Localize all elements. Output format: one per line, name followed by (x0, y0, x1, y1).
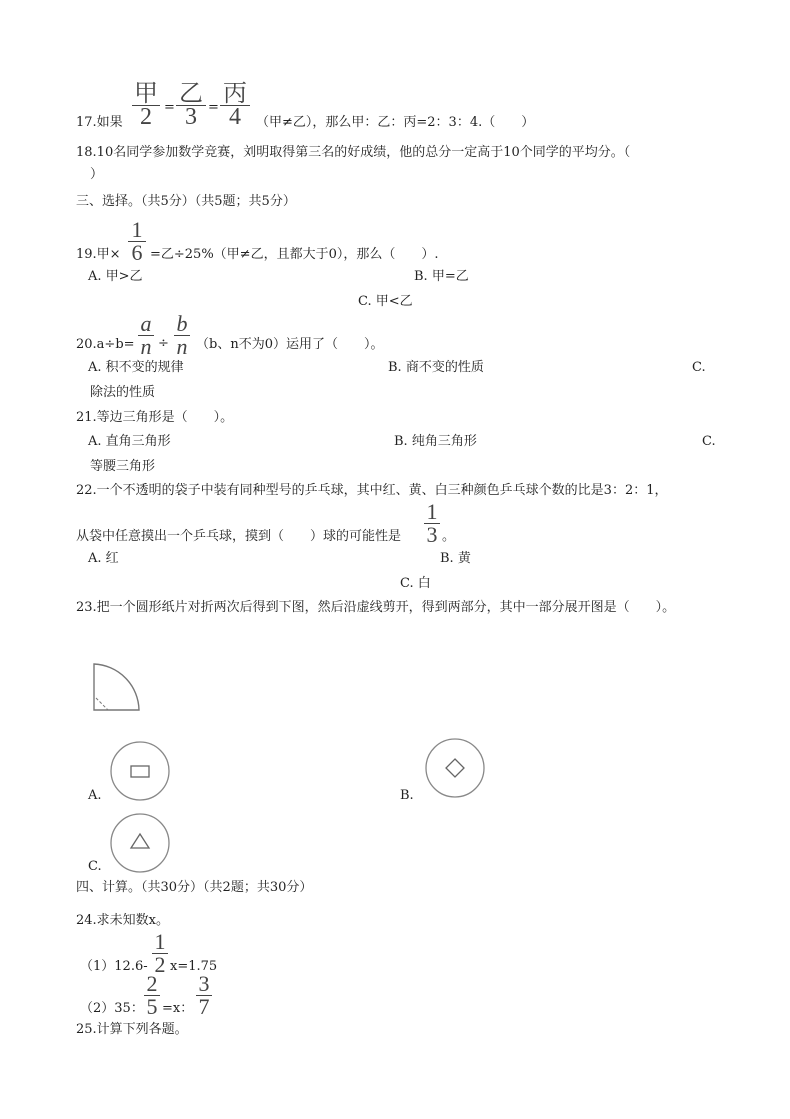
fraction-numerator: 乙 (179, 81, 203, 107)
option-c[interactable]: C. 白 (400, 576, 431, 591)
fraction-1-over-6 (128, 217, 146, 265)
option-c-circle-triangle-figure[interactable] (109, 812, 171, 874)
option-c[interactable]: C. (692, 360, 706, 375)
option-c[interactable]: C. 甲<乙 (358, 294, 413, 309)
fraction-denominator: 3 (185, 104, 197, 130)
option-b[interactable]: B. 黄 (440, 551, 471, 566)
option-b[interactable]: B. 甲=乙 (414, 269, 469, 284)
q22-end: 。 (442, 529, 456, 544)
fraction-numerator: 丙 (223, 81, 247, 107)
q23-stem: 23.把一个圆形纸片对折两次后得到下图，然后沿虚线剪开，得到两部分，其中一部分展开图是（ ）。 (76, 600, 676, 615)
option-b[interactable]: B. 商不变的性质 (388, 360, 484, 375)
q22-stem-line2: 从袋中任意摸出一个乒乓球，摸到（ ）球的可能性是 (76, 529, 402, 544)
fraction-numerator: a (140, 311, 152, 336)
fraction-numerator: 3 (198, 971, 210, 996)
option-a[interactable]: A. 积不变的规律 (88, 360, 184, 375)
option-a[interactable]: A. (88, 788, 102, 803)
fraction-denominator: 6 (131, 240, 143, 265)
q24-part1-suffix: x=1.75 (170, 959, 218, 974)
option-c-text[interactable]: 除法的性质 (90, 385, 156, 400)
division-sign: ÷ (158, 336, 169, 351)
fraction-1-over-2 (152, 929, 168, 977)
fraction-numerator: 1 (131, 217, 143, 242)
option-c-text[interactable]: 等腰三角形 (90, 459, 156, 474)
fraction-jia-over-2 (132, 81, 160, 130)
fraction-numerator: 1 (154, 929, 166, 954)
q20-prefix: 20.a÷b= (76, 337, 135, 352)
fraction-b-over-n (174, 311, 190, 359)
q24-part1-prefix: （1）12.6- (80, 959, 148, 974)
option-b[interactable]: B. 纯角三角形 (394, 434, 477, 449)
fraction-a-over-n (138, 311, 154, 359)
q24-stem: 24.求未知数x。 (76, 913, 170, 928)
fraction-denominator: 7 (198, 994, 210, 1019)
fraction-yi-over-3 (176, 81, 206, 130)
fraction-numerator: 2 (146, 971, 158, 996)
q20-statement: （b、n不为0）运用了（ ）。 (196, 337, 384, 352)
equals-sign: = (164, 100, 175, 115)
fraction-denominator: 5 (146, 994, 158, 1019)
option-a[interactable]: A. 直角三角形 (88, 434, 171, 449)
q21-stem: 21.等边三角形是（ ）。 (76, 410, 234, 425)
option-a[interactable]: A. 甲>乙 (88, 269, 143, 284)
q19-statement: =乙÷25%（甲≠乙，且都大于0），那么（ ）. (150, 247, 439, 262)
fraction-denominator: n (176, 334, 188, 359)
q25-stem: 25.计算下列各题。 (76, 1022, 188, 1037)
section-4-title: 四、计算。（共30分）（共2题；共30分） (76, 880, 313, 895)
q24-part2-middle: =x： (162, 1001, 194, 1016)
option-c[interactable]: C. (702, 434, 716, 449)
option-b-circle-diamond-figure[interactable] (424, 737, 486, 799)
fraction-numerator: b (176, 311, 188, 336)
fraction-bing-over-4 (220, 81, 250, 130)
fraction-denominator: 3 (426, 522, 438, 547)
q17-prefix: 17.如果 (76, 115, 123, 130)
fraction-denominator: n (140, 334, 152, 359)
fraction-1-over-3 (424, 499, 440, 547)
q19-prefix: 19.甲× (76, 247, 121, 262)
option-a[interactable]: A. 红 (88, 551, 119, 566)
q18-statement: 18.10名同学参加数学竞赛，刘明取得第三名的好成绩，他的总分一定高于10个同学的平均分。（ (76, 145, 631, 160)
fraction-denominator: 2 (140, 104, 152, 130)
fraction-numerator: 1 (426, 499, 438, 524)
q22-stem-line1: 22.一个不透明的袋子中装有同种型号的乒乓球，其中红、黄、白三种颜色乒乓球个数的比是3：2：1， (76, 483, 668, 498)
fraction-3-over-7 (196, 971, 212, 1019)
section-3-title: 三、选择。（共5分）（共5题；共5分） (76, 194, 296, 209)
equals-sign: = (208, 100, 219, 115)
q18-paren-close: ） (90, 167, 104, 182)
fraction-2-over-5 (144, 971, 160, 1019)
fraction-denominator: 2 (154, 952, 166, 977)
option-a-circle-square-figure[interactable] (109, 740, 171, 802)
q17-statement: （甲≠乙），那么甲：乙：丙=2：3：4.（ ） (256, 115, 535, 130)
q24-part2-prefix: （2）35： (80, 1001, 144, 1016)
fraction-numerator: 甲 (134, 81, 158, 107)
option-b[interactable]: B. (400, 788, 414, 803)
option-c[interactable]: C. (88, 859, 102, 874)
fraction-denominator: 4 (229, 104, 241, 130)
folded-quarter-circle-figure (88, 660, 144, 716)
